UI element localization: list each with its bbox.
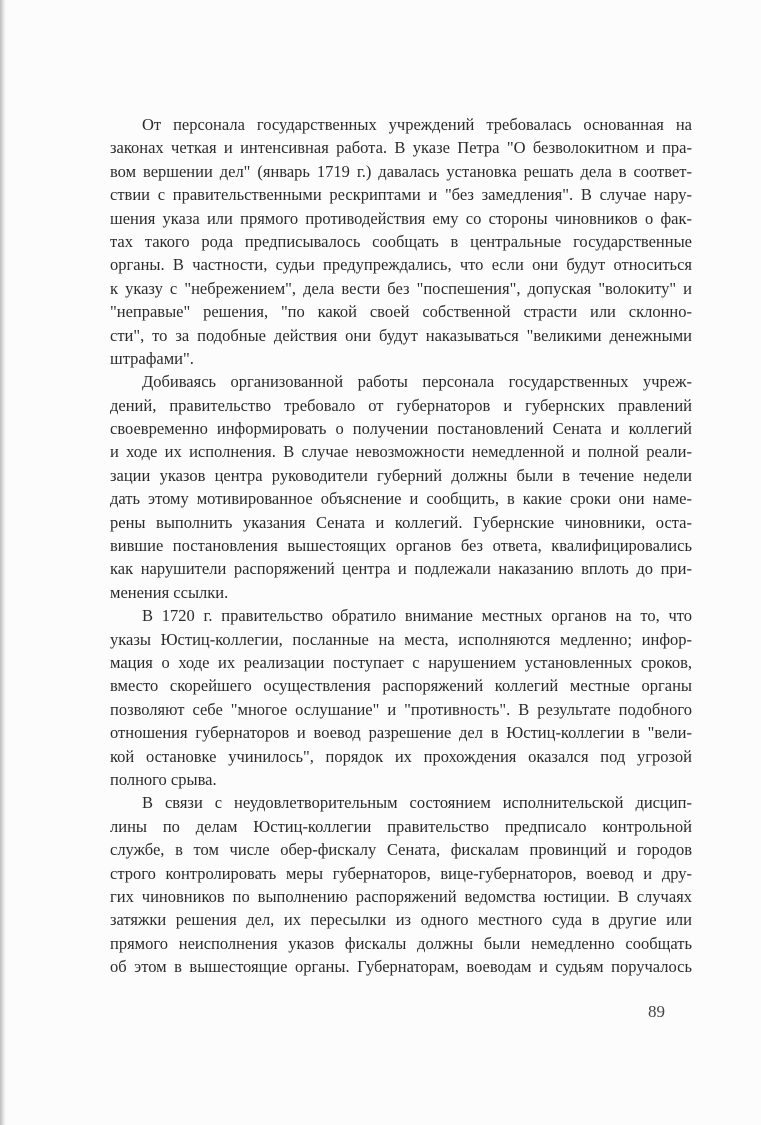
page-edge-shadow xyxy=(0,0,6,1125)
text-line: мация о ходе их реализации поступает с нарушением установленных сроков, xyxy=(110,652,692,672)
text-line: От персонала государственных учреждений требовалась основанная на xyxy=(142,115,692,134)
text-line: затяжки решения дел, их пересылки из одного местного суда в другие или xyxy=(110,910,692,930)
text-line: к указу с "небрежением", дела вести без "поспешения", допуская "волокиту" и xyxy=(110,278,692,298)
text-line: дений, правительство требовало от губернаторов и губернских правлений xyxy=(110,395,692,415)
text-line: шения указа или прямого противодействия ему со стороны чиновников о фак- xyxy=(110,208,692,228)
text-line: вместо скорейшего осуществления распоряжений коллегий местные органы xyxy=(110,676,692,696)
text-line: указы Юстиц-коллегии, посланные на места, исполняются медленно; инфор- xyxy=(110,629,692,649)
text-line: В 1720 г. правительство обратило внимание местных органов на то, что xyxy=(142,606,692,626)
text-line: лины по делам Юстиц-коллегии правительство предписало контрольной xyxy=(110,816,692,836)
text-line: как нарушители распоряжений центра и подлежали наказанию вплоть до при- xyxy=(110,559,692,579)
paragraph-4 xyxy=(110,791,692,978)
text-line: зации указов центра руководители губерний должны были в течение недели xyxy=(110,465,692,485)
text-line: органы. В частности, судьи предупреждались, что если они будут относиться xyxy=(110,255,692,275)
paragraph-1 xyxy=(110,113,692,370)
text-line: и ходе их исполнения. В случае невозможности немедленной и полной реали- xyxy=(110,442,692,462)
paragraph-2 xyxy=(110,370,692,604)
page-number: 89 xyxy=(648,1002,665,1021)
text-line: ствии с правительственными рескриптами и "без замедления". В случае нару- xyxy=(110,185,692,205)
text-line: прямого неисполнения указов фискалы должны были немедленно сообщать xyxy=(110,933,692,953)
text-line: кой остановке учинилось", порядок их прохождения оказался под угрозой xyxy=(110,746,692,766)
text-line: строго контролировать меры губернаторов, вице-губернаторов, воевод и дру- xyxy=(110,863,692,883)
text-line: рены выполнить указания Сената и коллегий. Губернские чиновники, оста- xyxy=(110,512,692,532)
body-text xyxy=(110,113,692,978)
text-line: своевременно информировать о получении постановлений Сената и коллегий xyxy=(110,419,692,439)
text-line: вившие постановления вышестоящих органов без ответа, квалифицировались xyxy=(110,536,692,556)
text-line: Добиваясь организованной работы персонала государственных учреж- xyxy=(142,372,692,392)
text-line: "неправые" решения, "по какой своей собственной страсти или склонно- xyxy=(110,302,692,322)
text-line: позволяют себе "многое ослушание" и "противность". В результате подобного xyxy=(110,699,692,719)
paragraph-3 xyxy=(110,604,692,791)
text-line: менения ссылки. xyxy=(110,582,229,602)
text-line: В связи с неудовлетворительным состоянием исполнительской дисцип- xyxy=(142,793,692,813)
text-line: дать этому мотивированное объяснение и сообщить, в какие сроки они наме- xyxy=(110,489,692,509)
text-line: законах четкая и интенсивная работа. В указе Петра "О безволокитном и пра- xyxy=(110,138,692,158)
text-line: штрафами". xyxy=(110,348,194,368)
text-line: сти", то за подобные действия они будут наказываться "великими денежными xyxy=(110,325,692,345)
text-line: службе, в том числе обер-фискалу Сената, фискалам провинций и городов xyxy=(110,840,692,860)
text-line: полного срыва. xyxy=(110,769,217,789)
text-line: об этом в вышестоящие органы. Губернаторам, воеводам и судьям поручалось xyxy=(110,957,692,977)
text-line: вом вершении дел" (январь 1719 г.) давалась установка решать дела в соответ- xyxy=(110,161,692,181)
text-line: отношения губернаторов и воевод разрешение дел в Юстиц-коллегии в "вели- xyxy=(110,723,692,743)
text-line: тах такого рода предписывалось сообщать в центральные государственные xyxy=(110,231,692,251)
text-line: гих чиновников по выполнению распоряжений ведомства юстиции. В случаях xyxy=(110,886,692,906)
